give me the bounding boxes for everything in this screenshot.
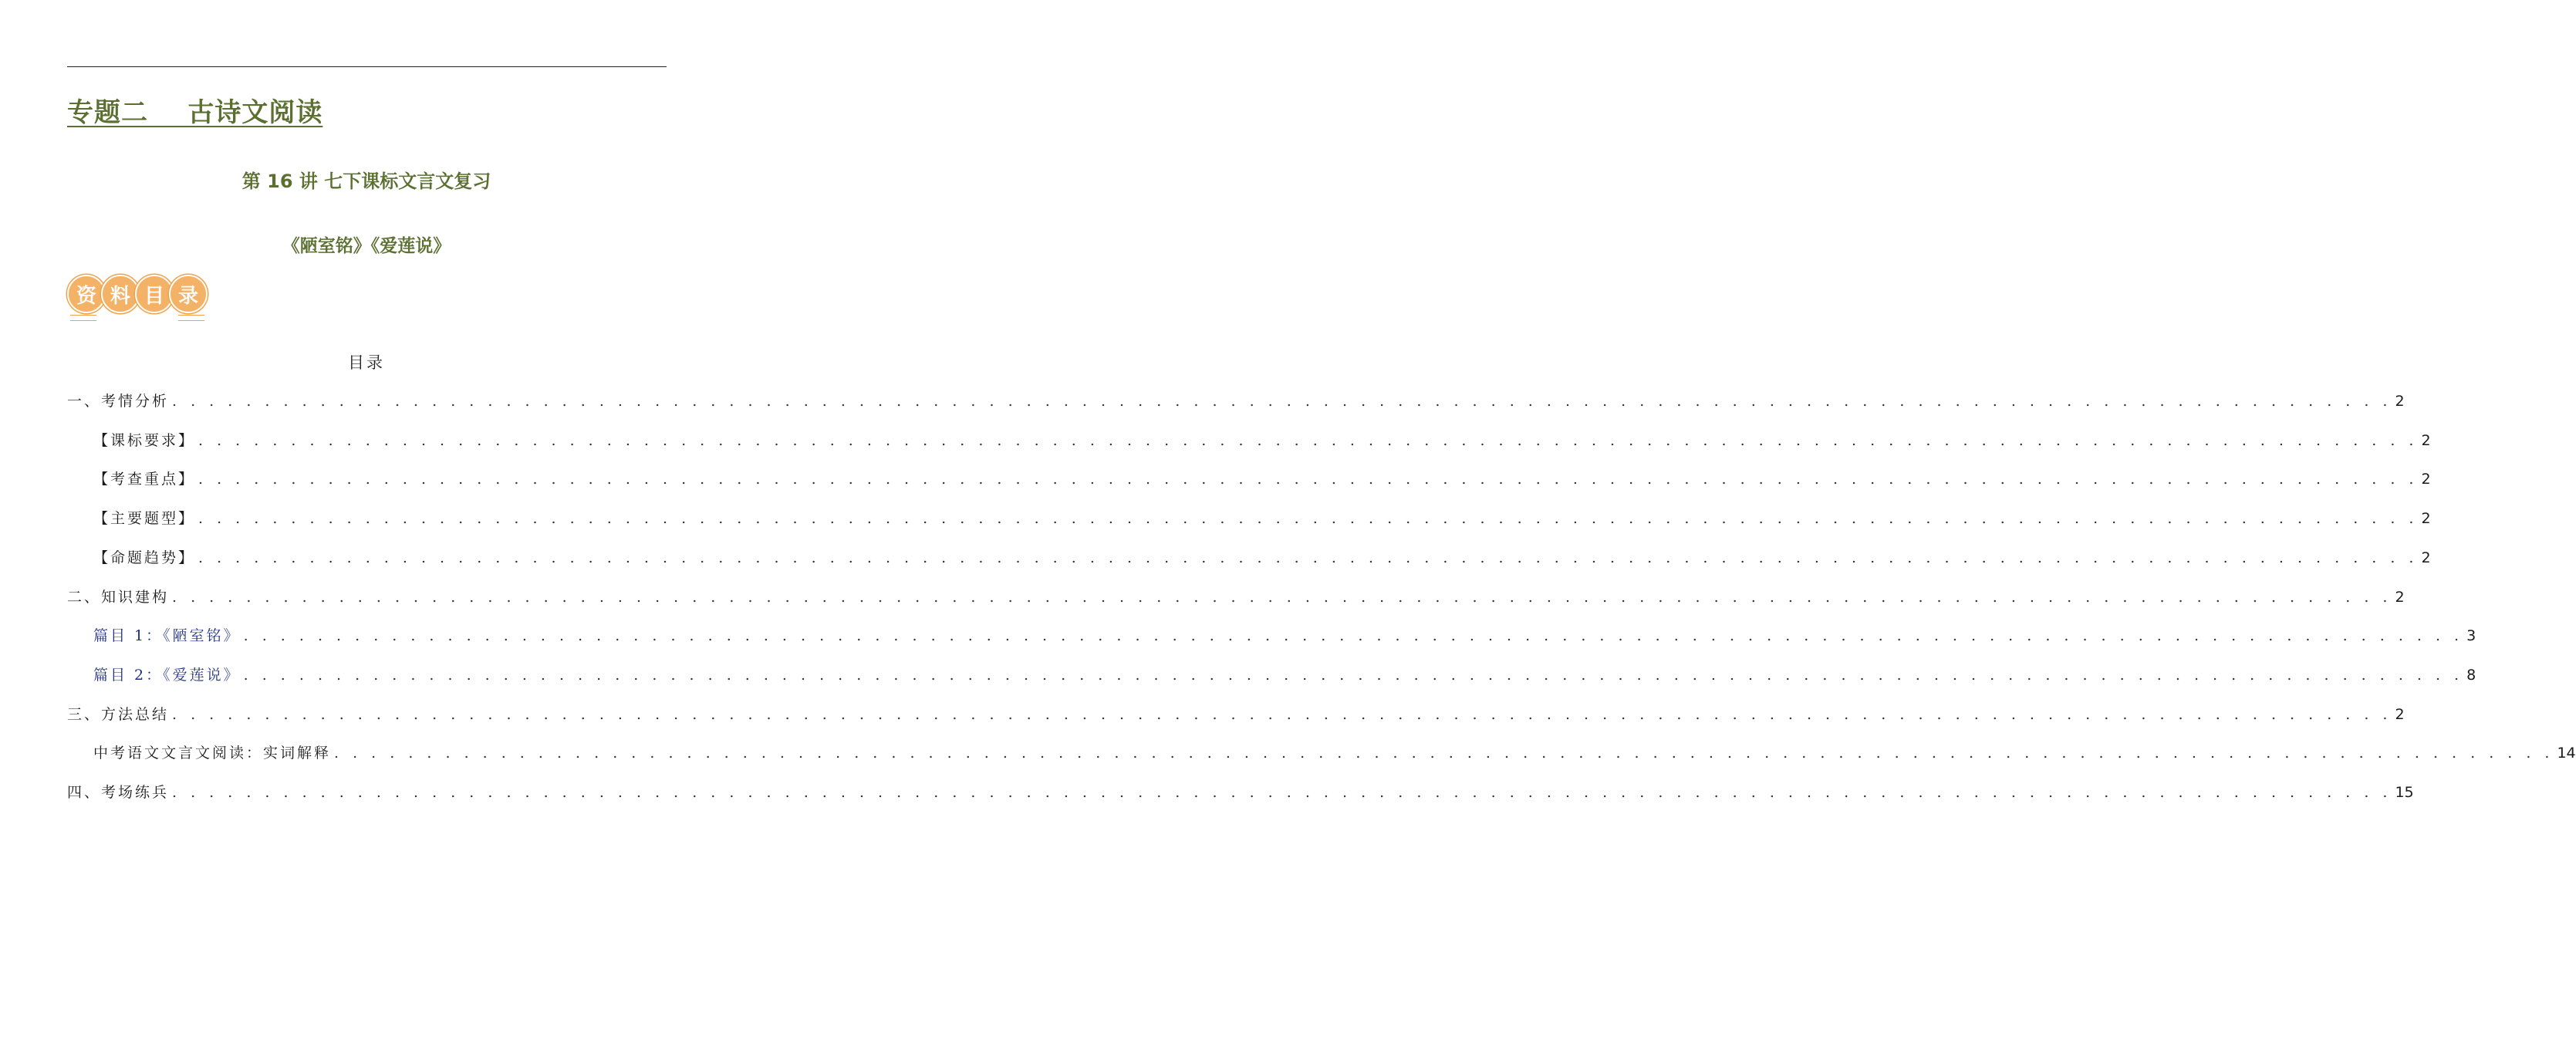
toc-entry[interactable] xyxy=(93,507,2431,529)
toc-entry-page: 2 xyxy=(2421,549,2431,566)
toc-entry-page: 2 xyxy=(2421,510,2431,527)
toc-entry[interactable] xyxy=(67,703,2405,725)
toc-entry[interactable] xyxy=(93,468,2431,489)
toc-dot-leader: . . . . . . . . . . . . . . . . . . . . . . . . . . . . . . . . . . . . . . . . . . . . . . . . . . . . . . . . . . . . . . . . . . . . . . . . . . . . . . . . . . . . . . . . . . . . . . . . . . . . . . . . . . . . . . . . . . . . . . . . xyxy=(198,510,2419,527)
lecture-title: 第 16 讲 七下课标文言文复习 xyxy=(241,171,491,192)
badge-char-4: 录 xyxy=(169,275,208,313)
toc-entry-label: 一、考情分析 xyxy=(67,393,170,410)
top-rule xyxy=(67,66,667,67)
toc-entry-page: 3 xyxy=(2466,627,2476,644)
toc-entry-label: 三、方法总结 xyxy=(67,706,170,723)
toc-entry-page: 2 xyxy=(2395,706,2405,723)
toc-entry-page: 2 xyxy=(2395,589,2405,606)
toc-dot-leader: . . . . . . . . . . . . . . . . . . . . . . . . . . . . . . . . . . . . . . . . . . . . . . . . . . . . . . . . . . . . . . . . . . . . . . . . . . . . . . . . . . . . . . . . . . . . . . . . . . . . . . . . . . . . . . . . . . . . . . . . xyxy=(172,784,2392,801)
badge-underline-right xyxy=(178,315,204,321)
toc-entry-page: 14 xyxy=(2557,745,2576,762)
toc-dot-leader: . . . . . . . . . . . . . . . . . . . . . . . . . . . . . . . . . . . . . . . . . . . . . . . . . . . . . . . . . . . . . . . . . . . . . . . . . . . . . . . . . . . . . . . . . . . . . . . . . . . . . . . . . . . . . . . . . . . . . . . . xyxy=(172,589,2392,606)
resource-directory-badge xyxy=(67,275,214,321)
toc-entry-label: 中考语文文言文阅读：实词解释 xyxy=(93,745,332,762)
toc-dot-leader: . . . . . . . . . . . . . . . . . . . . . . . . . . . . . . . . . . . . . . . . . . . . . . . . . . . . . . . . . . . . . . . . . . . . . . . . . . . . . . . . . . . . . . . . . . . . . . . . . . . . . . . . . . . . . . . . . . . . . . . . xyxy=(334,745,2554,762)
topic-title: 专题二 古诗文阅读 xyxy=(67,97,323,128)
toc-dot-leader: . . . . . . . . . . . . . . . . . . . . . . . . . . . . . . . . . . . . . . . . . . . . . . . . . . . . . . . . . . . . . . . . . . . . . . . . . . . . . . . . . . . . . . . . . . . . . . . . . . . . . . . . . . . . . . . . . . . . . . . . xyxy=(198,471,2419,488)
toc-entry-page: 15 xyxy=(2395,784,2414,801)
toc-entry-page: 8 xyxy=(2466,667,2476,684)
sub-title: 《陋室铭》《爱莲说》 xyxy=(282,235,451,256)
toc-heading: 目录 xyxy=(348,353,385,372)
badge-char-1: 资 xyxy=(67,275,106,313)
toc-dot-leader: . . . . . . . . . . . . . . . . . . . . . . . . . . . . . . . . . . . . . . . . . . . . . . . . . . . . . . . . . . . . . . . . . . . . . . . . . . . . . . . . . . . . . . . . . . . . . . . . . . . . . . . . . . . . . . . . . . . . . . . . xyxy=(243,627,2464,644)
toc-entry-label: 篇目 2：《爱莲说》 xyxy=(93,667,241,684)
toc-entry[interactable] xyxy=(67,586,2405,607)
toc-entry[interactable] xyxy=(93,664,2476,685)
badge-underline-left xyxy=(70,315,96,321)
toc-entry[interactable] xyxy=(67,781,2414,802)
toc-entry-label: 【命题趋势】 xyxy=(93,549,196,566)
toc-entry-label: 【课标要求】 xyxy=(93,432,196,449)
badge-char-3: 目 xyxy=(135,275,174,313)
toc-dot-leader: . . . . . . . . . . . . . . . . . . . . . . . . . . . . . . . . . . . . . . . . . . . . . . . . . . . . . . . . . . . . . . . . . . . . . . . . . . . . . . . . . . . . . . . . . . . . . . . . . . . . . . . . . . . . . . . . . . . . . . . . xyxy=(172,706,2392,723)
toc-entry[interactable] xyxy=(93,546,2431,568)
toc-dot-leader: . . . . . . . . . . . . . . . . . . . . . . . . . . . . . . . . . . . . . . . . . . . . . . . . . . . . . . . . . . . . . . . . . . . . . . . . . . . . . . . . . . . . . . . . . . . . . . . . . . . . . . . . . . . . . . . . . . . . . . . . xyxy=(198,549,2419,566)
toc-entry[interactable] xyxy=(67,390,2405,411)
toc-entry[interactable] xyxy=(93,624,2476,646)
toc-entry[interactable] xyxy=(93,429,2431,451)
toc-entry-page: 2 xyxy=(2421,471,2431,488)
toc-entry-label: 二、知识建构 xyxy=(67,589,170,606)
toc-entry-label: 【考查重点】 xyxy=(93,471,196,488)
badge-char-2: 料 xyxy=(101,275,140,313)
toc-entry-page: 2 xyxy=(2395,393,2405,410)
toc-entry-label: 篇目 1：《陋室铭》 xyxy=(93,627,241,644)
toc-entry-label: 【主要题型】 xyxy=(93,510,196,527)
toc-dot-leader: . . . . . . . . . . . . . . . . . . . . . . . . . . . . . . . . . . . . . . . . . . . . . . . . . . . . . . . . . . . . . . . . . . . . . . . . . . . . . . . . . . . . . . . . . . . . . . . . . . . . . . . . . . . . . . . . . . . . . . . . xyxy=(172,393,2392,410)
toc-entry-page: 2 xyxy=(2421,432,2431,449)
toc-dot-leader: . . . . . . . . . . . . . . . . . . . . . . . . . . . . . . . . . . . . . . . . . . . . . . . . . . . . . . . . . . . . . . . . . . . . . . . . . . . . . . . . . . . . . . . . . . . . . . . . . . . . . . . . . . . . . . . . . . . . . . . . xyxy=(198,432,2419,449)
toc-entry[interactable] xyxy=(93,741,2576,763)
toc-entry-label: 四、考场练兵 xyxy=(67,784,170,801)
toc-dot-leader: . . . . . . . . . . . . . . . . . . . . . . . . . . . . . . . . . . . . . . . . . . . . . . . . . . . . . . . . . . . . . . . . . . . . . . . . . . . . . . . . . . . . . . . . . . . . . . . . . . . . . . . . . . . . . . . . . . . . . . . . xyxy=(243,667,2464,684)
